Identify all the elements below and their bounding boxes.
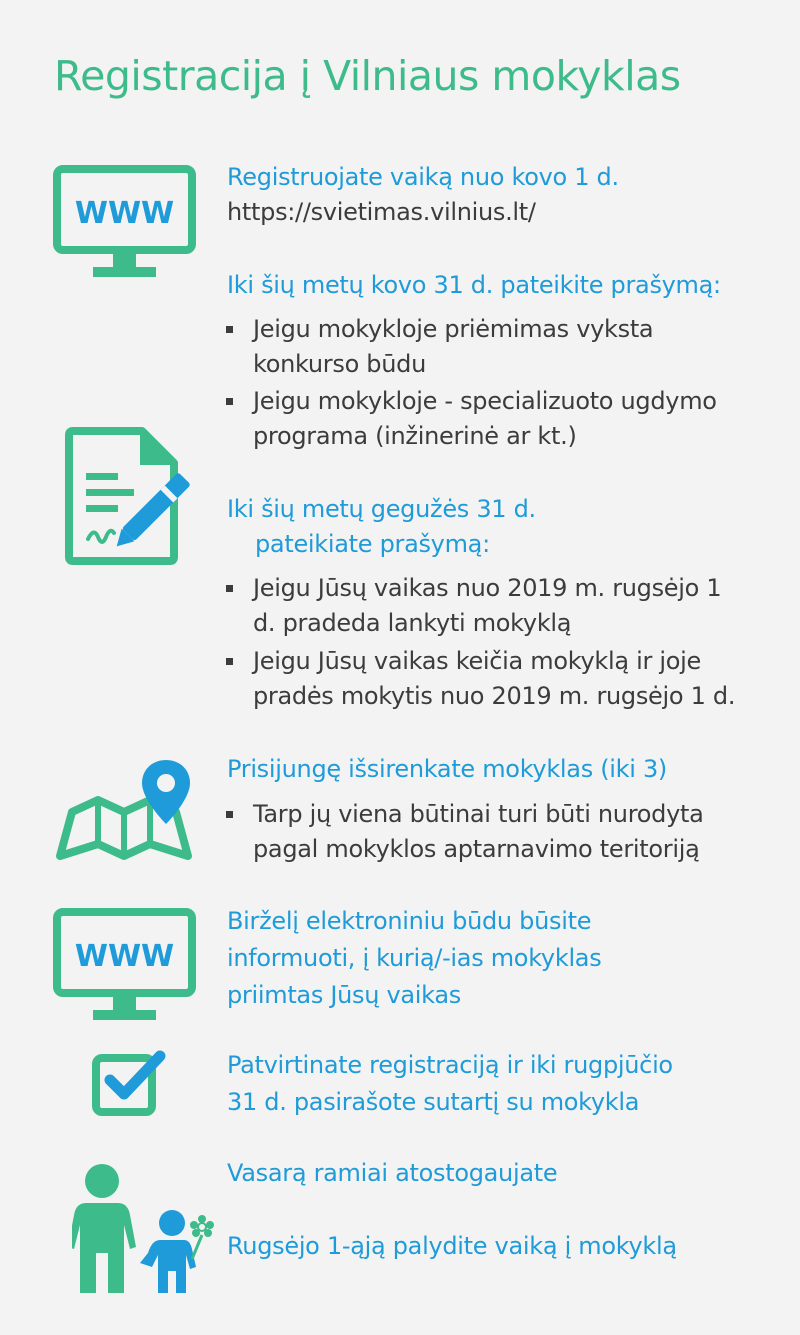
may-heading-line-2: pateikiate prašymą: (255, 530, 490, 558)
bullet-dot (226, 398, 233, 405)
bullet-line: konkurso būdu (253, 350, 426, 378)
bullet-dot (226, 326, 233, 333)
register-url[interactable]: https://svietimas.vilnius.lt/ (227, 198, 536, 226)
bullet-dot (226, 811, 233, 818)
june-line-3: priimtas Jūsų vaikas (227, 981, 461, 1009)
bullet-line: pagal mokyklos aptarnavimo teritoriją (253, 835, 700, 863)
bullet-line: Jeigu mokykloje - specializuoto ugdymo (253, 387, 717, 415)
page-title: Registracija į Vilniaus mokyklas (54, 52, 681, 100)
www-label: WWW (74, 939, 175, 974)
bullet-dot (226, 585, 233, 592)
bullet-line: pradės mokytis nuo 2019 m. rugsėjo 1 d. (253, 682, 736, 710)
march-bullet-2 (226, 384, 786, 454)
may-bullet-2 (226, 644, 786, 714)
bullet-line: programa (inžinerinė ar kt.) (253, 422, 577, 450)
checkbox-checked-icon (92, 1050, 172, 1116)
parent-child-icon (72, 1163, 222, 1293)
www-label: WWW (74, 196, 175, 231)
bullet-line: Tarp jų viena būtinai turi būti nurodyta (253, 800, 704, 828)
june-line-1: Birželį elektroniniu būdu būsite (227, 907, 592, 935)
choose-heading: Prisijungę išsirenkate mokyklas (iki 3) (227, 755, 667, 783)
june-line-2: informuoti, į kurią/-ias mokyklas (227, 944, 602, 972)
may-heading-line-1: Iki šių metų gegužės 31 d. (227, 495, 536, 523)
choose-bullet-1 (226, 797, 786, 867)
monitor-www-icon (53, 165, 196, 285)
bullet-line: d. pradeda lankyti mokyklą (253, 609, 572, 637)
march-bullet-1 (226, 312, 786, 382)
may-bullet-1 (226, 571, 786, 641)
monitor-www-icon (53, 908, 196, 1028)
bullet-line: Jeigu mokykloje priėmimas vyksta (253, 315, 654, 343)
bullet-line: Jeigu Jūsų vaikas nuo 2019 m. rugsėjo 1 (253, 574, 722, 602)
march-heading: Iki šių metų kovo 31 d. pateikite prašymą: (227, 271, 721, 299)
confirm-line-1: Patvirtinate registraciją ir iki rugpjūčio (227, 1051, 673, 1079)
document-pen-icon (64, 427, 204, 567)
bullet-line: Jeigu Jūsų vaikas keičia mokyklą ir joje (253, 647, 701, 675)
bullet-dot (226, 658, 233, 665)
confirm-line-2: 31 d. pasirašote sutartį su mokykla (227, 1088, 640, 1116)
register-heading: Registruojate vaiką nuo kovo 1 d. (227, 163, 619, 191)
september-heading: Rugsėjo 1-ąją palydite vaiką į mokyklą (227, 1232, 677, 1260)
summer-heading: Vasarą ramiai atostogaujate (227, 1159, 558, 1187)
map-pin-icon (54, 756, 194, 866)
